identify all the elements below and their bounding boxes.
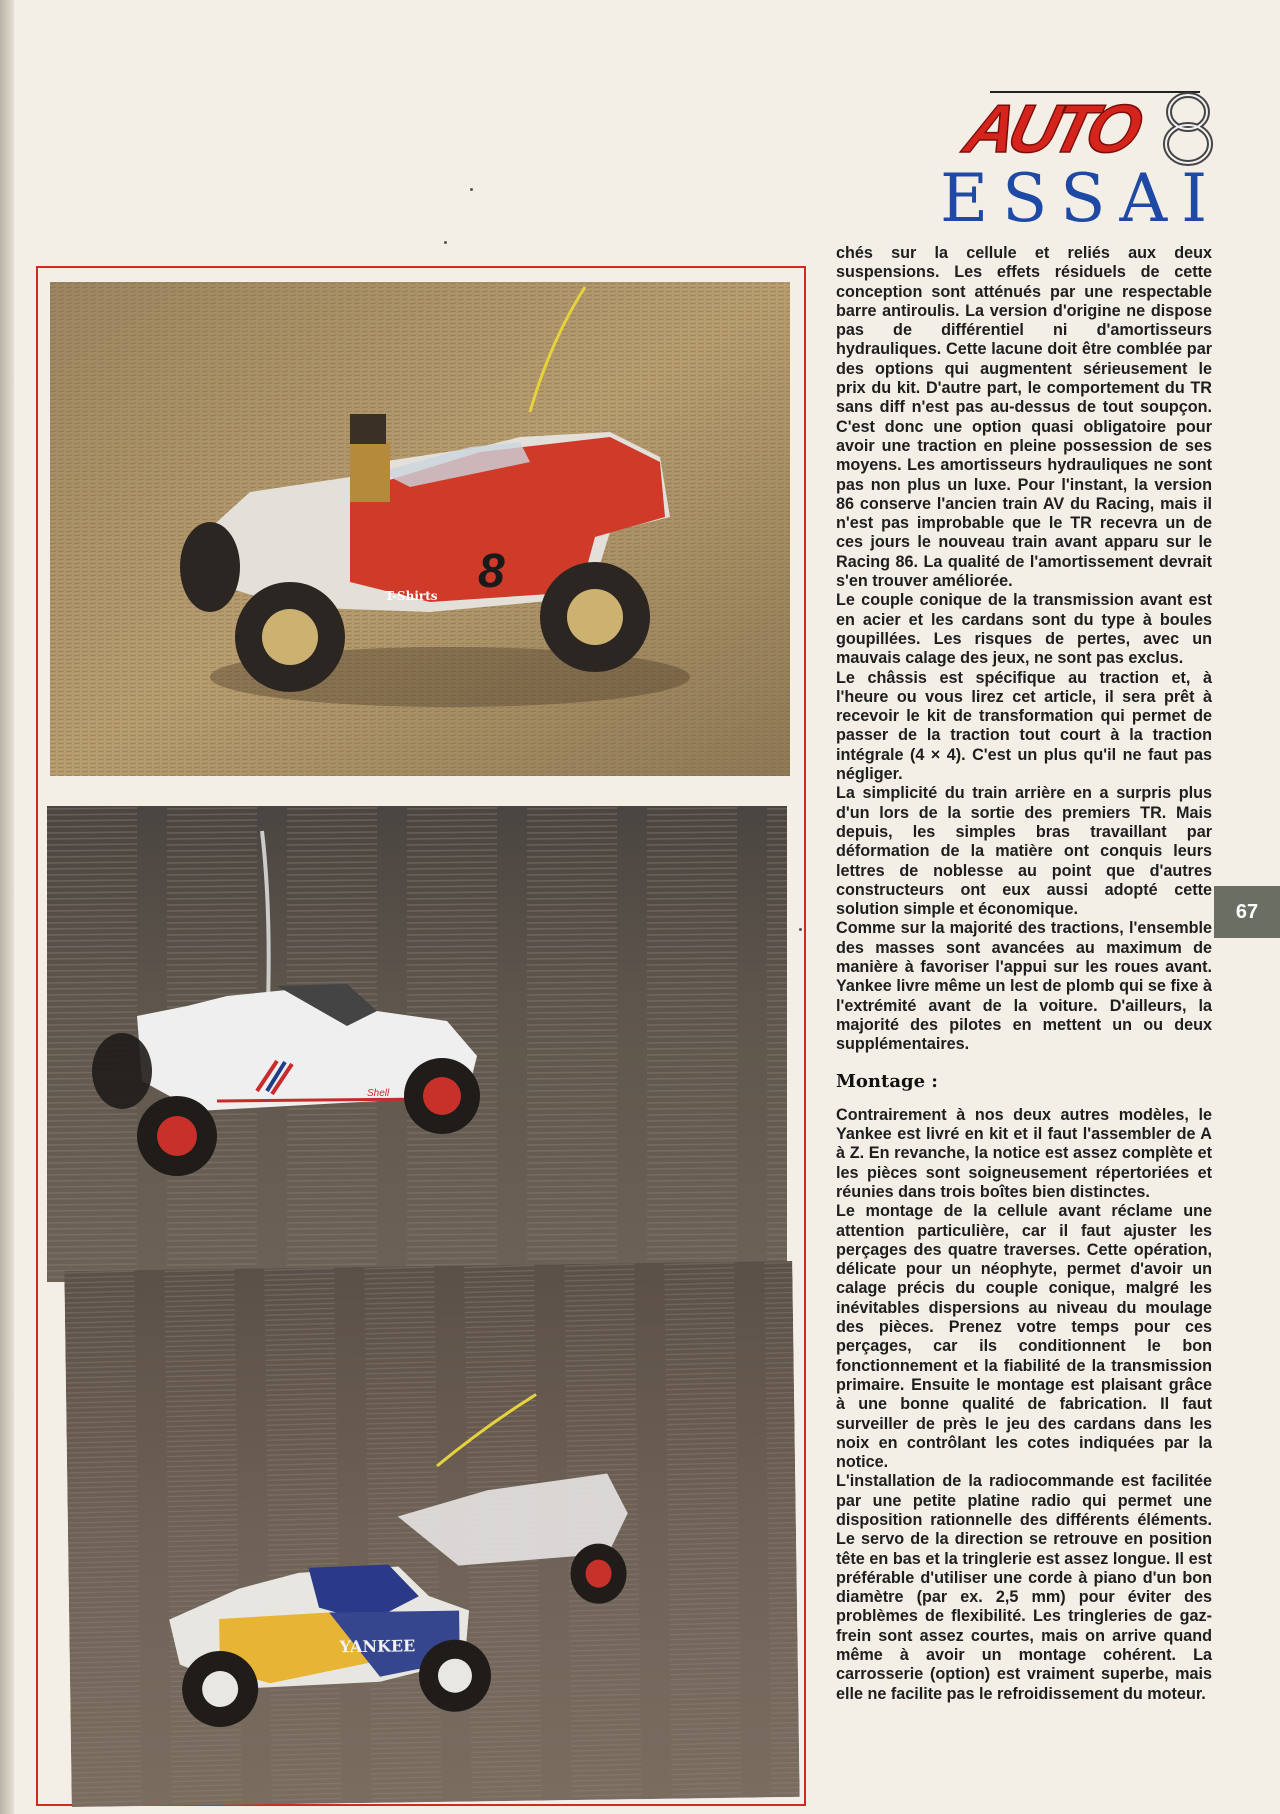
article-paragraph: chés sur la cellule et reliés aux deux suspensions. Les effets résiduels de cette conception sont atténués par une respectable barre antiroulis. La version d'origine ne dispose pas de différentiel ni d'amortisseurs hydrauliques. Cette lacune doit être comblée par des options qui augmentent sérieusement le prix du kit. D'autre part, le comportement du TR sans diff n'est pas au-dessus de tout soupçon. C'est donc une option quasi obligatoire pour avoir une traction en pleine possession de ses moyens. Les amortisseurs hydrauliques ne sont pas non plus un luxe. Pour l'instant, la version 86 conserve l'ancien train AV du Racing, mais il n'est pas improbable que le TR recevra un de ces jours le nouveau train avant apparu sur le Racing 86. La qualité de l'amortissement devrait s'en trouver améliorée. <box>836 244 1212 591</box>
section-heading: Montage : <box>836 1071 938 1093</box>
article-paragraph: Le montage de la cellule avant réclame une attention particulière, car il faut ajuster les perçages des quatre traverses. Cette opération, délicate pour un néophyte, permet d'avoir un calage précis du couple conique, malgré les inévitables dispersions au niveau du moulage des pièces. Prenez votre temps pour ces perçages, car ils conditionnent le bon fonctionnement et la fiabilité de la transmission primaire. Ensuite le montage est plaisant grâce à une bonne qualité de fabrication. Il faut surveiller de près le jeu des cardans dans les noix en contrôlant les cotes indiquées par la notice. <box>836 1202 1212 1472</box>
photo-red-buggy <box>50 282 790 776</box>
scan-speck <box>799 928 802 931</box>
scan-edge <box>0 0 14 1814</box>
page-number-tab: 67 <box>1214 886 1280 938</box>
scan-speck <box>444 241 447 244</box>
section-title: ESSAI <box>940 160 1222 237</box>
article-body <box>836 244 1212 1704</box>
article-paragraph: Le couple conique de la transmission avant est en acier et les cardans sont du type à boules goupillées. Les risques de pertes, avec un mauvais calage des jeux, ne sont pas exclus. <box>836 591 1212 668</box>
article-paragraph: Comme sur la majorité des tractions, l'ensemble des masses sont avancées au maximum de manière à favoriser l'appui sur les roues avant. Yankee livre même un lest de plomb qui se fixe à l'extrémité avant de la voiture. D'ailleurs, la majorité des pilotes en mettent un ou deux supplémentaires. <box>836 919 1212 1054</box>
car-decal: YANKEE <box>339 1636 416 1657</box>
article-paragraph: La simplicité du train arrière en a surpris plus d'un lors de la sortie des premiers TR. Mais depuis, les simples bras travaillant par déformation de la matière ont conquis leurs lettres de noblesse au point que d'autres constructeurs ont eux aussi adopté cette solution simple et économique. <box>836 784 1212 919</box>
scan-speck <box>470 188 473 191</box>
article-paragraph: Le châssis est spécifique au traction et, à l'heure ou vous lirez cet article, il sera prêt à recevoir le kit de transformation qui permet de passer de la traction tout court à la traction intégrale (4 × 4). C'est un plus qu'il ne faut pas négliger. <box>836 668 1212 784</box>
car-decal: T-Shirts <box>385 589 438 603</box>
photo-white-buggy <box>47 806 787 1282</box>
car-number: 8 <box>478 545 505 598</box>
logo-text: AUTO8 <box>950 86 954 87</box>
article-paragraph: Contrairement à nos deux autres modèles, le Yankee est livré en kit et il faut l'assembler de A à Z. En revanche, la notice est assez complète et les pièces sont soigneusement répertoriées et réunies dans trois boîtes bien distinctes. <box>836 1105 1212 1201</box>
photo-yankee-buggy <box>64 1261 799 1807</box>
article-paragraph: L'installation de la radiocommande est facilitée par une petite platine radio qui permet une disposition rationnelle des différents éléments. Le servo de la direction se retrouve en position tête en bas et la tringlerie est assez longue. Il est préférable d'utiliser une corde à piano d'un bon diamètre (par ex. 2,5 mm) pour éviter des problèmes de flexibilité. Les tringleries de gaz-frein sont assez courtes, mais on arrive quand même à avoir un montage cohérent. La carrosserie (option) est vraiment superbe, mais elle ne facilite pas le refroidissement du moteur. <box>836 1472 1212 1703</box>
auto8-logo <box>950 86 1220 166</box>
svg-text:AUTO: AUTO <box>957 89 1145 166</box>
car-decal: Shell <box>367 1088 390 1099</box>
